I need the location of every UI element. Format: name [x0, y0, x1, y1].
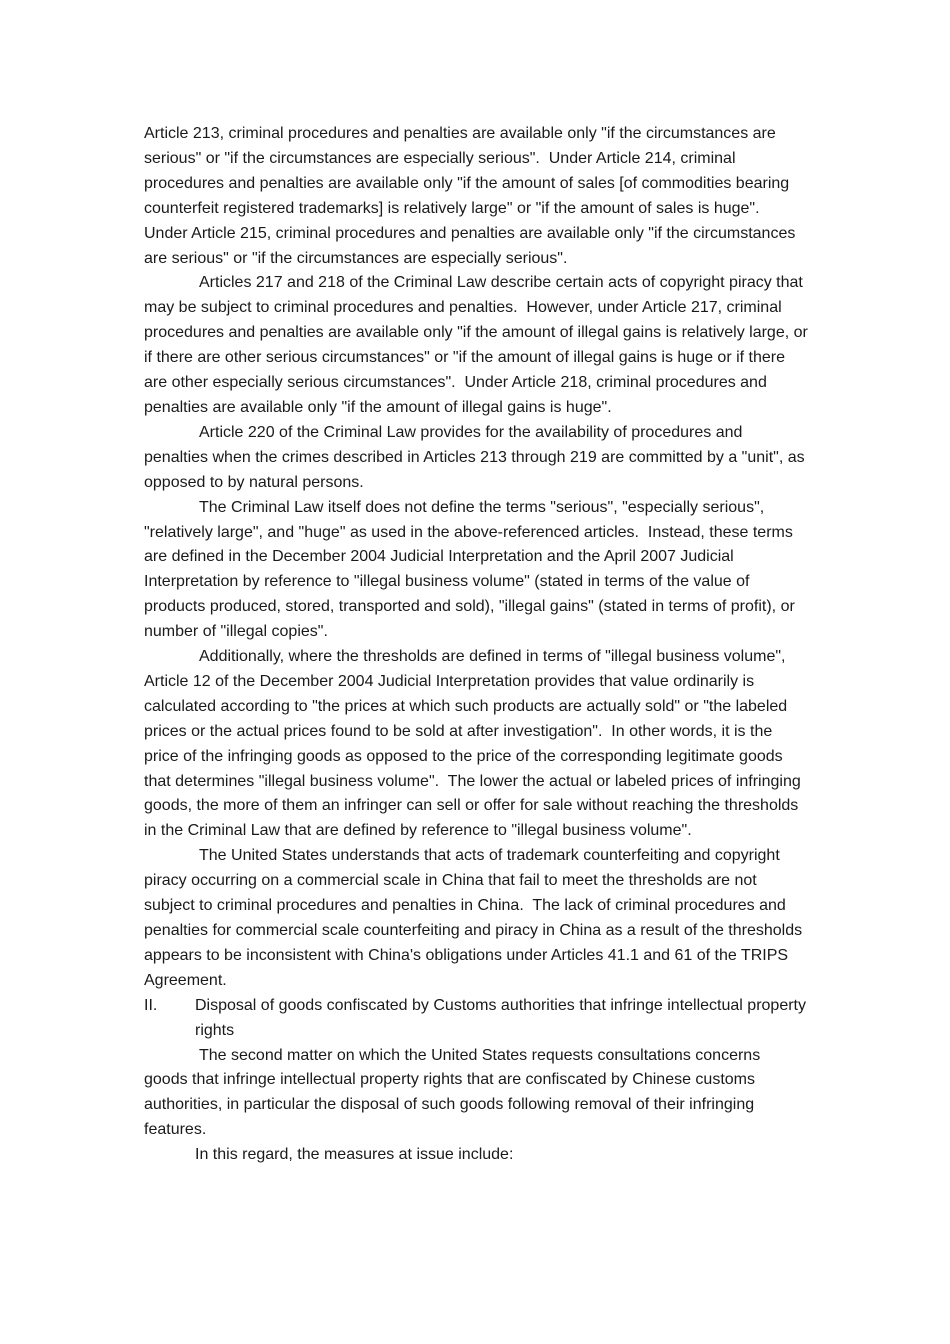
paragraph-second-matter: The second matter on which the United States requests consultations concerns goods that infringe intellectual property rights that are confiscated by Chinese customs authorities, in particular the disposal of such goods following removal of their infringing features.	[144, 1046, 765, 1139]
section-heading	[144, 994, 808, 1044]
document-page	[144, 122, 813, 1168]
paragraph-articles-217-218: Articles 217 and 218 of the Criminal Law describe certain acts of copyright piracy that may be subject to criminal procedures and penalties. However, under Article 217, criminal procedures and penalties are available only "if the amount of illegal gains is relatively large, or if there are other serious circumstances" or "if the amount of illegal gains is huge or if there are other especially serious circumstances". Under Article 218, criminal procedures and penalties are available only "if the amount of illegal gains is huge".	[144, 274, 813, 416]
section-heading-text: Disposal of goods confiscated by Customs authorities that infringe intellectual property rights	[195, 996, 806, 1039]
section-heading-number: II.	[144, 996, 158, 1014]
paragraph-criminal-law-terms: The Criminal Law itself does not define the terms "serious", "especially serious", "relatively large", and "huge" as used in the above-referenced articles. Instead, these terms are defined in the December 2004 Judicial Interpretation and the April 2007 Judicial Interpretation by reference to "illegal business volume" (stated in terms of the value of products produced, stored, transported and sold), "illegal gains" (stated in terms of profit), or number of "illegal copies".	[144, 498, 800, 641]
paragraph-united-states-understands: The United States understands that acts of trademark counterfeiting and copyright piracy occurring on a commercial scale in China that fail to meet the thresholds are not subject to criminal procedures and penalties in China. The lack of criminal procedures and penalties for commercial scale counterfeiting and piracy in China as a result of the thresholds appears to be inconsistent with China's obligations under Articles 41.1 and 61 of the TRIPS Agreement.	[144, 847, 807, 989]
paragraph-illegal-business-volume: Additionally, where the thresholds are defined in terms of "illegal business volume", Article 12 of the December 2004 Judicial Interpretation provides that value ordinarily is calculated according to "the prices at which such products are actually sold" or "the labeled prices or the actual prices found to be sold at after investigation". In other words, it is the price of the infringing goods as opposed to the price of the corresponding legitimate goods that determines "illegal business volume". The lower the actual or labeled prices of infringing goods, the more of them an infringer can sell or offer for sale without reaching the thresholds in the Criminal Law that are defined by reference to "illegal business volume".	[144, 648, 806, 840]
paragraph-article-213-continued: Article 213, criminal procedures and penalties are available only "if the circumstances are serious" or "if the circumstances are especially serious". Under Article 214, criminal procedures and penalties are available only "if the amount of sales [of commodities bearing counterfeit registered trademarks] is relatively large" or "if the amount of sales is huge". Under Article 215, criminal procedures and penalties are available only "if the circumstances are serious" or "if the circumstances are especially serious".	[144, 125, 800, 267]
paragraph-article-220: Article 220 of the Criminal Law provides for the availability of procedures and penalties when the crimes described in Articles 213 through 219 are committed by a "unit", as opposed to by natural persons.	[144, 423, 810, 491]
paragraph-measures-at-issue: In this regard, the measures at issue include:	[195, 1146, 514, 1164]
